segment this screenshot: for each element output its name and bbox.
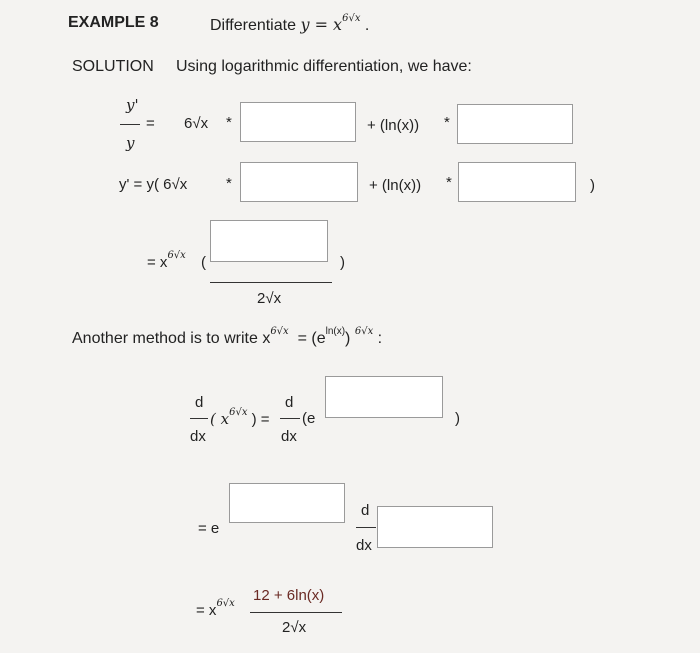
step1-equals: = — [146, 115, 155, 132]
answer-box-2[interactable] — [457, 104, 573, 144]
answer-box-8[interactable] — [377, 506, 493, 548]
another-inner-exp: ln(x) — [325, 326, 346, 337]
deriv-bar-right — [280, 418, 300, 419]
step3-open-paren: ( — [201, 254, 206, 271]
answer-box-1[interactable] — [240, 102, 356, 142]
final-fraction-bar — [250, 612, 342, 613]
step2-times-2: * — [446, 174, 452, 191]
answer-box-3[interactable] — [240, 162, 358, 202]
step1-term: 6√x — [184, 115, 209, 132]
step3-denominator: 2√x — [257, 290, 282, 307]
final-exponent: 6√x — [216, 598, 235, 609]
another-exponent: 6√x — [270, 326, 289, 337]
deriv-dx: dx — [190, 428, 206, 445]
deriv-lhs-exp: 6√x — [229, 407, 248, 418]
step1-times: * — [226, 114, 232, 131]
step1-lhs-numerator: y' — [126, 96, 139, 114]
final-numerator: 12 + 6ln(x) — [253, 587, 325, 604]
deriv-lhs-close: ) = — [251, 411, 270, 428]
step1-times-2: * — [444, 114, 450, 131]
step5-dx: dx — [356, 537, 372, 554]
deriv-close-paren: ) — [455, 410, 460, 427]
instruction-word: Differentiate — [210, 17, 296, 34]
instruction-text: Differentiate $y = x^{6√x}$ . — [210, 13, 370, 34]
step2-close-paren: ) — [590, 177, 595, 194]
step3-exponent: 6√x — [167, 250, 186, 261]
deriv-rhs-open: (e — [302, 410, 316, 427]
deriv-lhs — [210, 407, 270, 428]
step2-plus-ln: + (ln(x)) — [369, 177, 422, 194]
another-outer-exp: 6√x — [354, 326, 374, 337]
deriv-rhs-dx: dx — [281, 428, 297, 445]
another-colon: : — [377, 330, 383, 347]
deriv-lhs-open: ( x — [210, 410, 230, 428]
step5-eq: = e — [198, 520, 220, 537]
final-eq — [196, 598, 235, 619]
another-method-text: Another method is to write $x^{6√x} = (e^{ln(x)})$ $^{6√x}$ : — [72, 326, 383, 347]
deriv-bar-left — [190, 418, 208, 419]
deriv-d: d — [195, 394, 204, 411]
function-expression: y = x — [300, 15, 343, 34]
step1-lhs-denominator: y — [126, 134, 135, 152]
step1-fraction-bar — [120, 124, 140, 125]
step2-times: * — [226, 175, 232, 192]
solution-label: SOLUTION — [72, 58, 154, 75]
answer-box-7[interactable] — [229, 483, 345, 523]
step5-d: d — [361, 502, 370, 519]
step5-fraction-bar — [356, 527, 376, 528]
answer-box-6[interactable] — [325, 376, 443, 418]
another-method-sentence: Another method is to write x — [72, 330, 271, 347]
step3-eq — [147, 250, 186, 271]
function-exponent: 6√x — [342, 13, 361, 24]
final-denominator: 2√x — [282, 619, 307, 636]
deriv-rhs-d: d — [285, 394, 294, 411]
step1-plus-ln: + (ln(x)) — [367, 117, 420, 134]
another-eq: = (e — [297, 330, 326, 347]
step3-close-paren: ) — [340, 254, 345, 271]
step3-fraction-bar — [210, 282, 332, 283]
final-eq-base: = x — [196, 602, 217, 619]
step3-eq-base: = x — [147, 254, 168, 271]
step2-lhs: y' = y( 6√x — [119, 176, 188, 193]
solution-text: Using logarithmic differentiation, we have: — [176, 58, 472, 75]
answer-box-5[interactable] — [210, 220, 328, 262]
answer-box-4[interactable] — [458, 162, 576, 202]
example-label: EXAMPLE 8 — [68, 14, 159, 31]
